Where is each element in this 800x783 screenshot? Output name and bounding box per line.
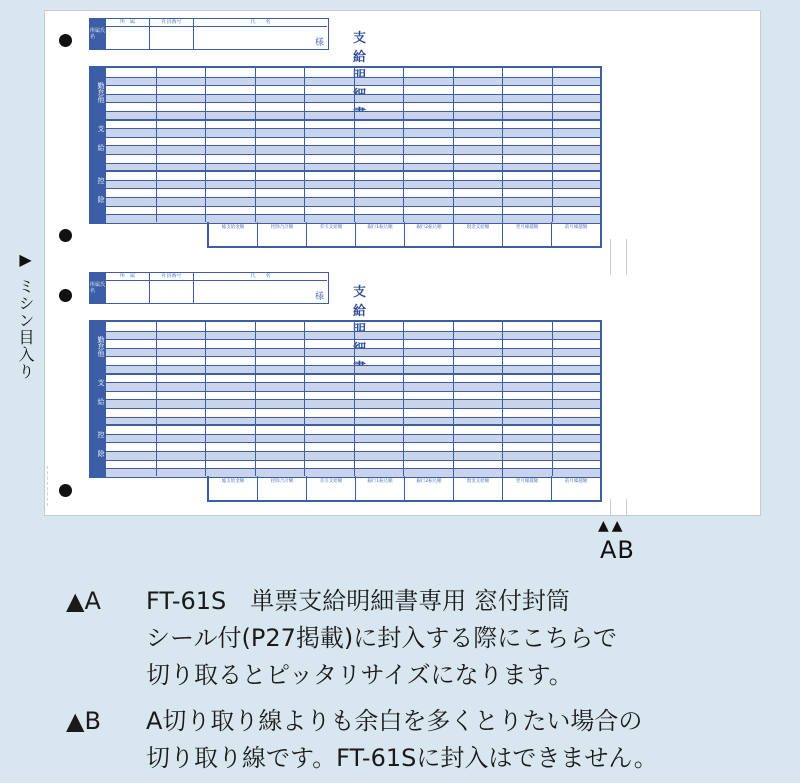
total-cell [356, 222, 405, 246]
name-col [194, 273, 327, 303]
name-label: 氏 名 [194, 273, 327, 281]
emp-no-col [150, 273, 194, 303]
grid-column-line [255, 68, 256, 222]
grid-column-line [552, 68, 553, 222]
total-cell [454, 476, 503, 500]
grid-column-line [403, 68, 404, 222]
cut-line-b [626, 239, 627, 275]
side-label-payment: 支給 [97, 125, 105, 163]
total-label: 前月繰越額 [564, 479, 588, 484]
header-box [89, 18, 329, 50]
grid-column-line [403, 322, 404, 476]
grid-column-line [354, 322, 355, 476]
punch-hole [59, 289, 72, 302]
payslip-sheet [44, 10, 761, 516]
detail-grid [89, 66, 602, 224]
header-box [89, 272, 329, 304]
note-a-line1 [66, 583, 570, 620]
dept-label: 所 属 [106, 273, 149, 281]
triangle-up-icon: ▲▲ [598, 518, 626, 534]
total-label: 前月繰越額 [564, 225, 588, 230]
total-label: 翌月繰越額 [515, 479, 539, 484]
side-perforation [47, 466, 49, 506]
ab-label: AB [600, 536, 635, 564]
slip-title: 支給 [353, 285, 370, 319]
note-b-marker: ▲B [66, 707, 101, 735]
cut-line-a-bottom [610, 499, 611, 515]
total-cell [209, 476, 258, 500]
total-cell [503, 222, 552, 246]
cut-line-b-bottom [626, 499, 627, 515]
note-b-line1 [66, 703, 642, 740]
total-label: 銀行2振込額 [416, 225, 442, 230]
note-a-text-2: シール付(P27掲載)に封入する際にこちらで [146, 624, 618, 652]
grid-column-line [502, 68, 503, 222]
perforation-label [14, 252, 37, 380]
total-cell [454, 222, 503, 246]
total-cell [405, 476, 454, 500]
total-label: 総支給金額 [221, 225, 245, 230]
grid-column-line [255, 322, 256, 476]
total-label: 控除合計額 [270, 225, 294, 230]
note-b-text-1: A切り取り線よりも余白を多くとりたい場合の [146, 707, 643, 735]
note-a-text-1: FT-61S 単票支給明細書専用 窓付封筒 [146, 587, 570, 615]
punch-hole [59, 484, 72, 497]
grid-column-line [502, 322, 503, 476]
name-col [194, 19, 327, 49]
grid-side-bar [91, 68, 106, 222]
side-label-deduction: 控除 [97, 177, 105, 215]
grid-column-line [354, 68, 355, 222]
dept-col [106, 19, 150, 49]
total-cell [258, 476, 307, 500]
total-label: 翌月繰越額 [515, 225, 539, 230]
name-label: 氏 名 [194, 19, 327, 27]
note-b-text-2: 切り取り線です。FT-61Sに封入はできません。 [146, 744, 658, 772]
note-a-text-3: 切り取るとピッタリサイズになります。 [146, 661, 573, 689]
total-cell [307, 222, 356, 246]
emp-no-label: 社員番号 [150, 19, 193, 27]
total-cell [209, 222, 258, 246]
detail-grid [89, 320, 602, 478]
total-label: 銀行1振込額 [367, 225, 393, 230]
header-tag: 所属氏名 [90, 19, 106, 49]
grid-column-line [156, 322, 157, 476]
total-cell [405, 222, 454, 246]
grid-column-line [453, 322, 454, 476]
triangle-right-icon: ▶ [19, 250, 32, 269]
side-label-payment: 支給 [97, 379, 105, 417]
side-label-attendance: 勤怠他 [97, 81, 105, 103]
grid-column-line [453, 68, 454, 222]
grid-column-line [304, 68, 305, 222]
grid-column-line [205, 68, 206, 222]
grid-column-line [205, 322, 206, 476]
dept-col [106, 273, 150, 303]
total-cell [258, 222, 307, 246]
total-label: 銀行2振込額 [416, 479, 442, 484]
cut-line-a [610, 239, 611, 275]
total-label: 現金支給額 [466, 225, 490, 230]
dept-label: 所 属 [106, 19, 149, 27]
total-label: 総支給金額 [221, 479, 245, 484]
emp-no-label: 社員番号 [150, 273, 193, 281]
totals-row [207, 222, 602, 248]
total-label: 銀行1振込額 [367, 479, 393, 484]
punch-hole [59, 229, 72, 242]
header-tag: 所属氏名 [90, 273, 106, 303]
note-a-marker: ▲A [66, 587, 101, 615]
total-label: 差引支給額 [319, 225, 343, 230]
grid-column-line [552, 322, 553, 476]
total-cell [307, 476, 356, 500]
total-cell [552, 476, 600, 500]
total-label: 差引支給額 [319, 479, 343, 484]
perforation-text: ミシン目入り [16, 278, 35, 380]
side-label-deduction: 控除 [97, 431, 105, 469]
grid-column-line [156, 68, 157, 222]
grid-column-line [304, 322, 305, 476]
slip-title: 支給 [353, 31, 370, 65]
emp-no-col [150, 19, 194, 49]
total-label: 控除合計額 [270, 479, 294, 484]
total-cell [552, 222, 600, 246]
honorific: 様 [314, 292, 324, 302]
total-cell [503, 476, 552, 500]
honorific: 様 [314, 38, 324, 48]
grid-side-bar [91, 322, 106, 476]
punch-hole [59, 34, 72, 47]
total-cell [356, 476, 405, 500]
totals-row [207, 476, 602, 502]
total-label: 現金支給額 [466, 479, 490, 484]
side-label-attendance: 勤怠他 [97, 335, 105, 357]
